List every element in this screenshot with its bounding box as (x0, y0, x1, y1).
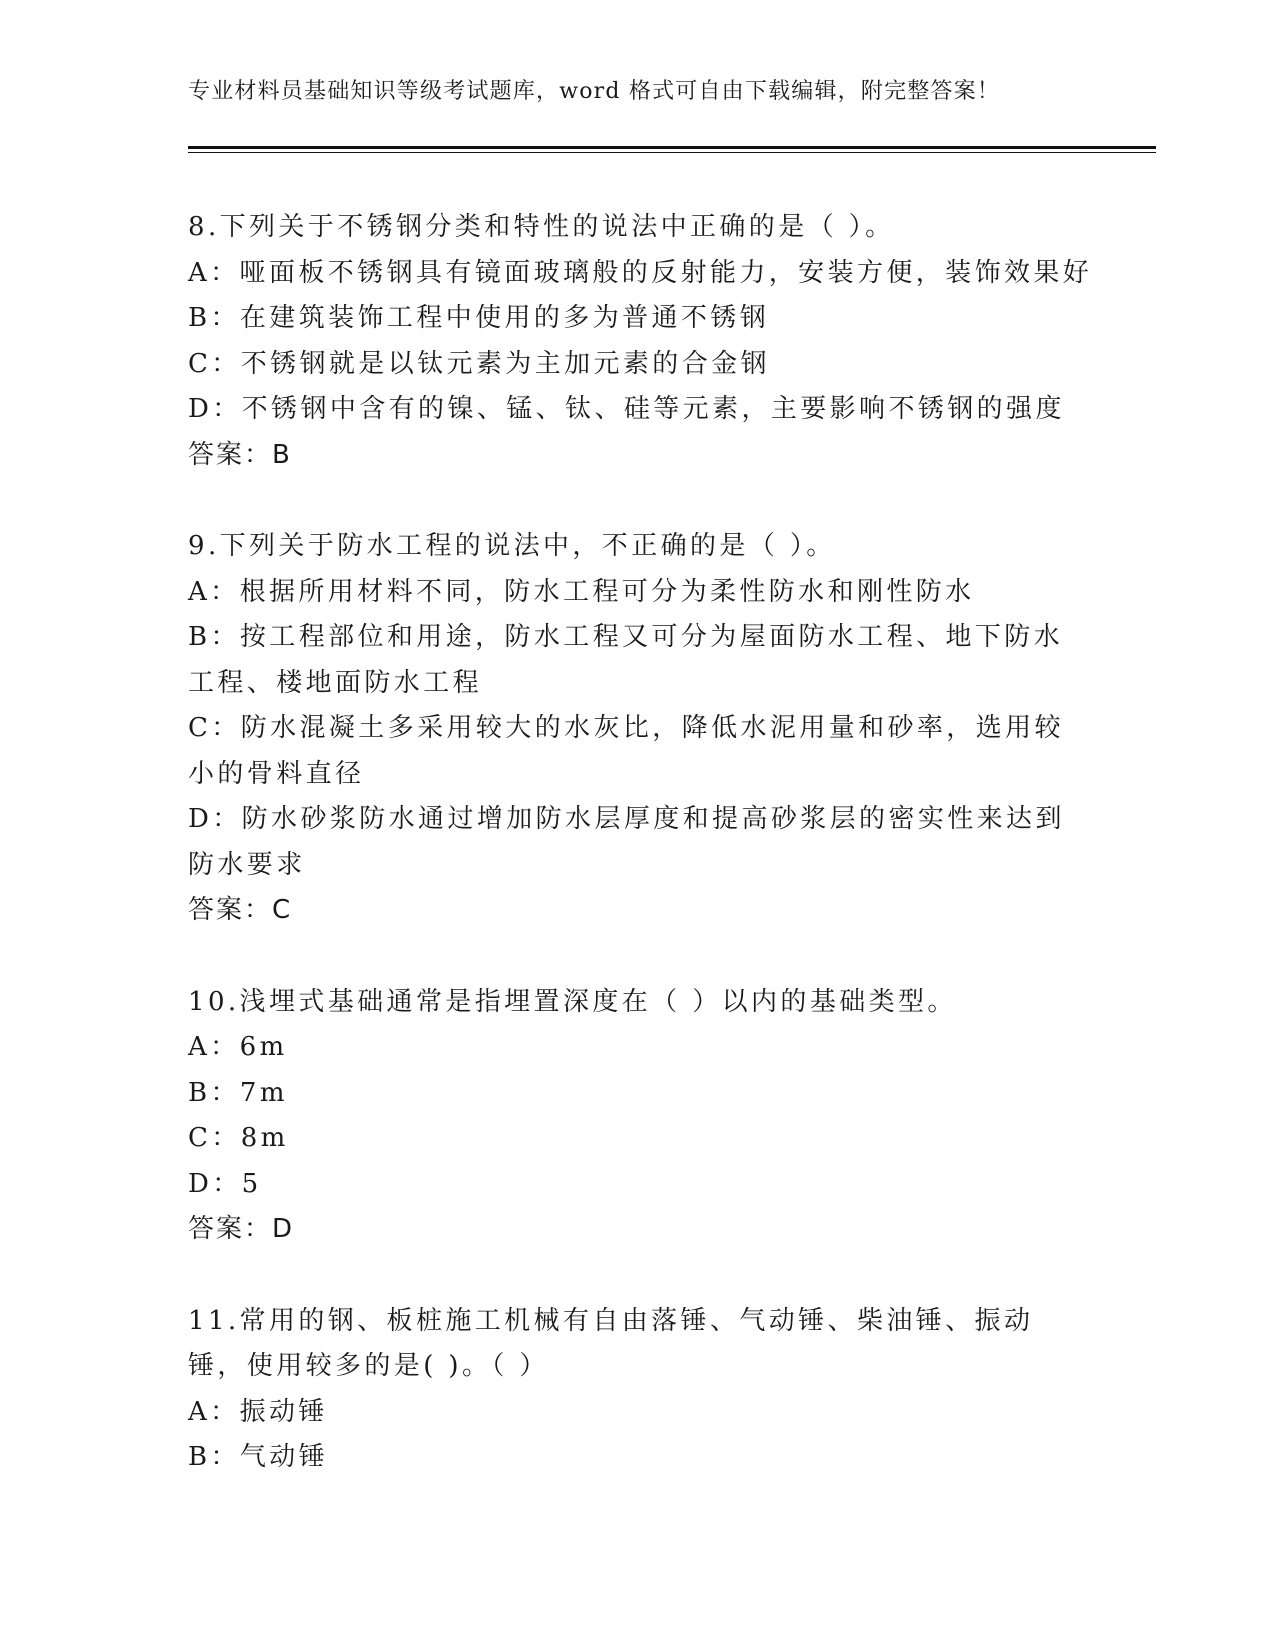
question-stem: 9.下列关于防水工程的说法中，不正确的是（ ）。 (188, 531, 836, 561)
option-a: A：振动锤 (188, 1396, 328, 1427)
answer-label: 答案：C (188, 895, 293, 925)
option-c: C：8m (188, 1123, 289, 1153)
option-c: C：不锈钢就是以钛元素为主加元素的合金钢 (188, 348, 770, 379)
header-divider-thin (188, 152, 1156, 153)
option-a: A：哑面板不锈钢具有镜面玻璃般的反射能力，安装方便，装饰效果好 (188, 257, 1093, 288)
option-b: B：按工程部位和用途，防水工程又可分为屋面防水工程、地下防水工程、楼地面防水工程 (188, 622, 1064, 698)
header-divider (188, 146, 1156, 149)
option-b: B：气动锤 (188, 1442, 329, 1472)
question-stem: 8.下列关于不锈钢分类和特性的说法中正确的是（ ）。 (188, 212, 895, 242)
question-stem: 11.常用的钢、板桩施工机械有自由落锤、气动锤、柴油锤、振动锤，使用较多的是( )。（ ） (188, 1305, 1034, 1381)
question-stem: 10.浅埋式基础通常是指埋置深度在（ ）以内的基础类型。 (188, 986, 957, 1017)
question-10 (188, 980, 1088, 1253)
option-a: A：根据所用材料不同，防水工程可分为柔性防水和刚性防水 (188, 576, 975, 607)
document-header: 专业材料员基础知识等级考试题库，word 格式可自由下载编辑，附完整答案！ (188, 79, 1001, 104)
answer-label: 答案：D (188, 1214, 295, 1244)
question-9 (188, 524, 1088, 934)
option-d: D：5 (188, 1168, 262, 1199)
option-a: A：6m (188, 1032, 288, 1062)
option-b: B：在建筑装饰工程中使用的多为普通不锈钢 (188, 303, 770, 333)
option-d: D：不锈钢中含有的镍、锰、钛、硅等元素，主要影响不锈钢的强度 (188, 394, 1065, 424)
question-11 (188, 1299, 1088, 1481)
option-b: B：7m (188, 1077, 288, 1108)
option-c: C：防水混凝土多采用较大的水灰比，降低水泥用量和砂率，选用较小的骨料直径 (188, 713, 1064, 789)
question-8 (188, 205, 1093, 478)
answer-label: 答案：B (188, 439, 292, 470)
question-list (188, 205, 1093, 1527)
option-d: D：防水砂浆防水通过增加防水层厚度和提高砂浆层的密实性来达到防水要求 (188, 804, 1065, 880)
